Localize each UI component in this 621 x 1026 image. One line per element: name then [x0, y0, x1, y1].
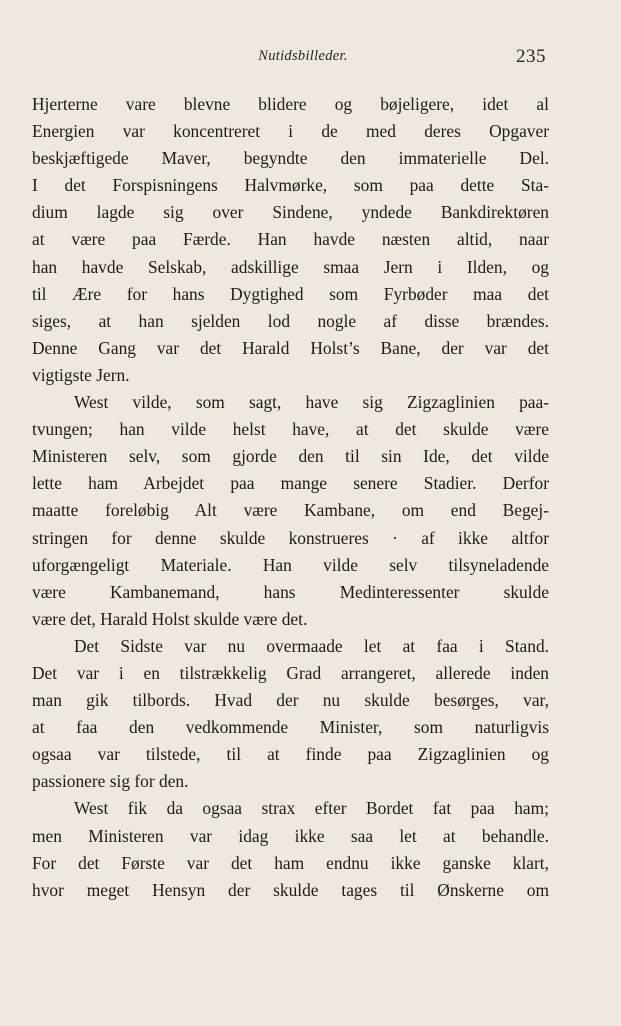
page-header	[60, 46, 546, 72]
text-line: hvor meget Hensyn der skulde tages til Ønskerne om	[32, 879, 549, 900]
text-line: at være paa Færde. Han havde næsten altid, naar	[32, 229, 549, 250]
text-line: siges, at han sjelden lod nogle af disse brændes.	[32, 310, 549, 331]
text-line: lette ham Arbejdet paa mange senere Stadier. Derfor	[32, 473, 549, 494]
text-line: være Kambanemand, hans Medinteressenter skulde	[32, 581, 549, 602]
text-line: West fik da ogsaa strax efter Bordet fat paa ham;	[74, 798, 549, 819]
text-line: ogsaa var tilstede, til at finde paa Zigzaglinien og	[32, 744, 549, 765]
text-line: man gik tilbords. Hvad der nu skulde besørges, var,	[32, 690, 549, 711]
text-line: tvungen; han vilde helst have, at det skulde være	[32, 419, 549, 440]
running-title: Nutidsbilleder.	[258, 48, 348, 64]
text-line: Det var i en tilstrækkelig Grad arrangeret, allerede inden	[32, 662, 549, 683]
paragraph	[32, 91, 549, 389]
text-line: passionere sig for den.	[32, 771, 189, 792]
text-line: Ministeren selv, som gjorde den til sin Ide, det vilde	[32, 446, 549, 467]
text-line: I det Forspisningens Halvmørke, som paa dette Sta-	[32, 175, 549, 196]
text-line: maatte foreløbig Alt være Kambane, om end Begej-	[32, 500, 549, 521]
page-number: 235	[516, 46, 546, 67]
text-line: han havde Selskab, adskillige smaa Jern i Ilden, og	[32, 256, 549, 277]
text-line: Det Sidste var nu overmaade let at faa i Stand.	[74, 635, 549, 656]
text-line: at faa den vedkommende Minister, som naturligvis	[32, 717, 549, 738]
text-line: Denne Gang var det Harald Holst’s Bane, der var det	[32, 337, 549, 358]
text-line: til Ære for hans Dygtighed som Fyrbøder maa det	[32, 283, 549, 304]
text-line: vigtigste Jern.	[32, 364, 130, 385]
paragraph	[32, 389, 549, 633]
paragraph	[32, 795, 549, 903]
text-line: være det, Harald Holst skulde være det.	[32, 608, 308, 629]
paragraph	[32, 633, 549, 796]
text-line: uforgængeligt Materiale. Han vilde selv tilsyneladende	[32, 554, 549, 575]
text-line: Hjerterne vare blevne blidere og bøjeligere, idet al	[32, 94, 549, 114]
text-line: stringen for denne skulde konstrueres · af ikke altfor	[32, 527, 549, 548]
text-line: Energien var koncentreret i de med deres Opgaver	[32, 121, 549, 142]
text-line: beskjæftigede Maver, begyndte den immaterielle Del.	[32, 148, 549, 169]
text-line: men Ministeren var idag ikke saa let at behandle.	[32, 825, 549, 846]
text-line: For det Første var det ham endnu ikke ganske klart,	[32, 852, 549, 873]
text-line: West vilde, som sagt, have sig Zigzaglinien paa-	[74, 392, 549, 413]
body-text	[32, 91, 549, 904]
text-line: dium lagde sig over Sindene, yndede Bankdirektøren	[32, 202, 549, 223]
